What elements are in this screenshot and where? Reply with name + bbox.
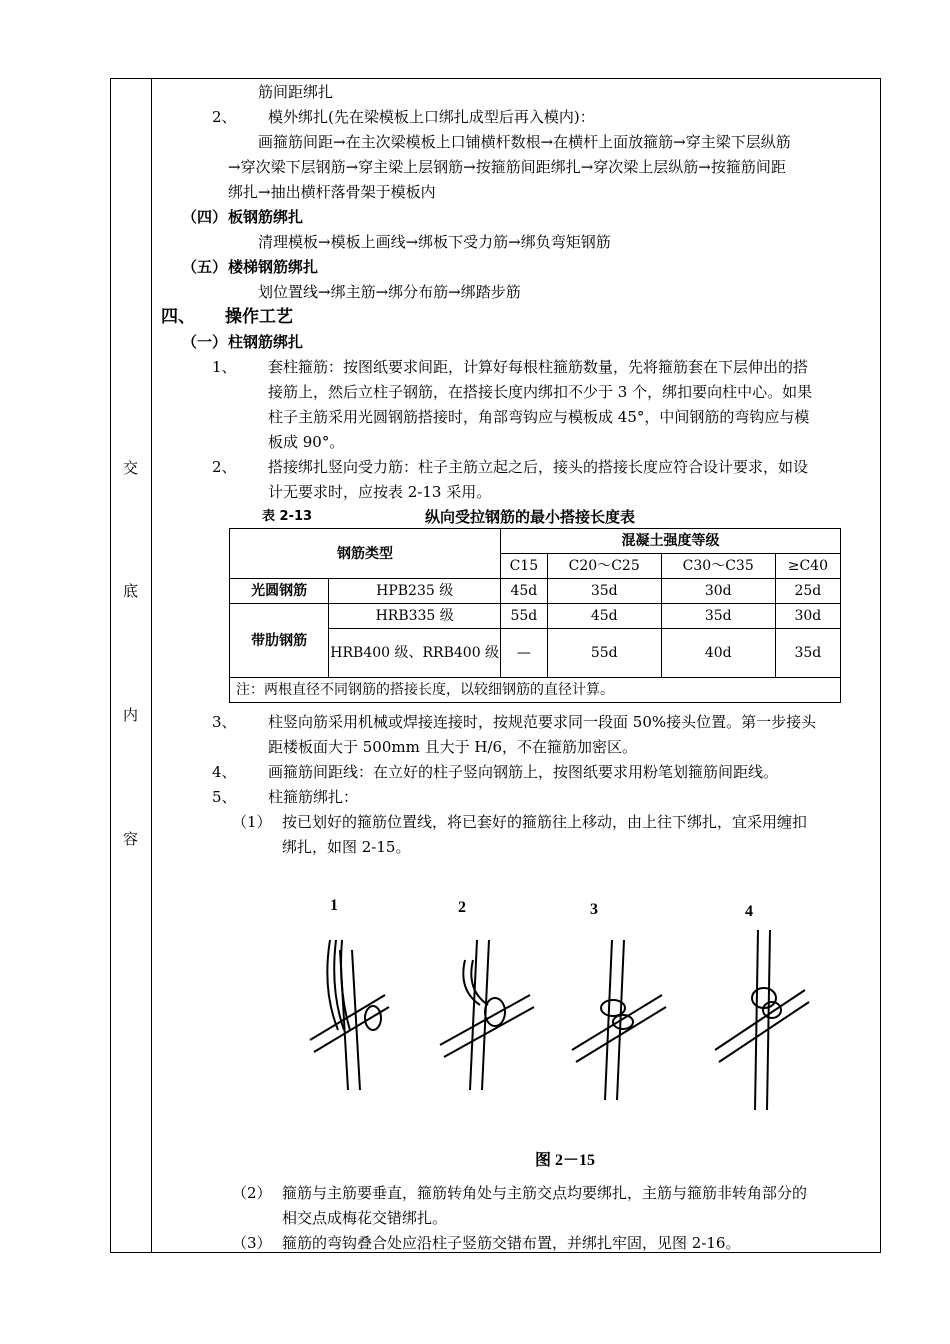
value-cell: 35d [547,579,661,604]
header-rebar-type: 钢筋类型 [230,529,501,579]
text-line: 距楼板面大于 500mm 且大于 H/6，不在箍筋加密区。 [268,738,638,756]
item-number: 2、 [212,458,237,476]
tie-step-2-drawing [440,940,534,1090]
grade-cell: C30～C35 [661,554,775,579]
value-cell: 30d [661,579,775,604]
table-title: 纵向受拉钢筋的最小搭接长度表 [425,508,636,526]
value-cell: 40d [661,629,775,678]
value-cell: 35d [661,604,775,629]
text-line: 柱子主筋采用光圆钢筋搭接时，角部弯钩应与模板成 45°，中间钢筋的弯钩应与模 [268,408,810,426]
item-number: 5、 [212,788,237,806]
text-line: 按已划好的箍筋位置线，将已套好的箍筋往上移动，由上往下绑扎，宜采用缠扣 [282,813,808,831]
text-line: 箍筋的弯钩叠合处应沿柱子竖筋交错布置，并绑扎牢固，见图 2-16。 [282,1234,741,1252]
value-cell: 55d [547,629,661,678]
section-title: 柱钢筋绑扎 [228,333,304,351]
text-line: 模外绑扎(先在梁模板上口绑扎成型后再入模内)： [268,108,595,126]
text-line: 绑扎→抽出横杆落骨架于模板内 [228,183,436,201]
section-number: （五） [182,258,228,276]
grade-cell: ≥C40 [775,554,840,579]
section-title: 楼梯钢筋绑扎 [228,258,319,276]
value-cell: 25d [775,579,840,604]
tie-label-4: 4 [745,903,753,920]
side-label-3: 内 [122,706,138,724]
text-line: 柱竖向筋采用机械或焊接连接时，按规范要求同一段面 50%接头位置。第一步接头 [268,713,817,731]
value-cell: 55d [501,604,548,629]
side-label-2: 底 [122,582,138,600]
grade-cell: C15 [501,554,548,579]
chapter-number: 四、 [161,307,195,327]
text-line: 筋间距绑扎 [258,83,334,101]
text-line: 接筋上，然后立柱子钢筋，在搭接长度内绑扣不少于 3 个，绑扣要向柱中心。如果 [268,383,813,401]
tie-label-3: 3 [590,901,598,918]
rebar-kind: HRB400 级、RRB400 级 [329,629,501,678]
text-line: 箍筋与主筋要垂直，箍筋转角处与主筋交点均要绑扎，主筋与箍筋非转角部分的 [282,1184,808,1202]
table-row [230,604,841,629]
figure-caption: 图 2－15 [535,1152,596,1169]
text-line: 板成 90°。 [268,433,345,451]
text-line: 绑扎，如图 2-15。 [282,838,411,856]
text-line: 搭接绑扎竖向受力筋：柱子主筋立起之后，接头的搭接长度应符合设计要求，如设 [268,458,809,476]
group-label: 带肋钢筋 [230,604,329,678]
item-number: （1） [232,813,272,831]
grade-cell: C20～C25 [547,554,661,579]
text-line: 计无要求时，应按表 2-13 采用。 [268,483,492,501]
column-divider [151,78,152,1253]
side-label-1: 交 [122,459,138,477]
text-line: 画箍筋间距→在主次梁模板上口铺横杆数根→在横杆上面放箍筋→穿主梁下层纵筋 [258,133,791,151]
item-number: 1、 [212,358,237,376]
section-number: （一） [182,333,228,351]
item-number: 3、 [212,713,237,731]
text-line: 划位置线→绑主筋→绑分布筋→绑踏步筋 [258,283,521,301]
value-cell: 45d [547,604,661,629]
tie-label-2: 2 [458,899,466,916]
text-line: →穿次梁下层钢筋→穿主梁上层钢筋→按箍筋间距绑扎→穿次梁上层纵筋→按箍筋间距 [228,158,786,176]
rebar-kind: HRB335 级 [329,604,501,629]
tie-step-4-drawing [715,930,809,1110]
rebar-kind: HPB235 级 [329,579,501,604]
item-number: 4、 [212,763,237,781]
value-cell: 35d [775,629,840,678]
section-number: （四） [182,208,228,226]
value-cell: 30d [775,604,840,629]
tie-label-1: 1 [330,897,338,914]
text-line: 柱箍筋绑扎： [268,788,359,806]
text-line: 清理模板→模板上画线→绑板下受力筋→绑负弯矩钢筋 [258,233,611,251]
figure-2-15 [290,880,880,1180]
section-title: 板钢筋绑扎 [228,208,304,226]
side-label-4: 容 [122,830,138,848]
chapter-title: 操作工艺 [225,307,293,327]
text-line: 相交点成梅花交错绑扎。 [282,1209,448,1227]
value-cell: 45d [501,579,548,604]
header-concrete-grade: 混凝土强度等级 [501,529,841,554]
lap-length-table [229,528,841,703]
value-cell: — [501,629,548,678]
tie-step-3-drawing [572,940,666,1100]
item-number: （3） [232,1234,272,1252]
table-row [230,579,841,604]
tie-step-1-drawing [310,940,389,1090]
table-note: 注：两根直径不同钢筋的搭接长度，以较细钢筋的直径计算。 [230,678,841,703]
table-number: 表 2-13 [262,509,313,524]
text-line: 套柱箍筋：按图纸要求间距，计算好每根柱箍筋数量，先将箍筋套在下层伸出的搭 [268,358,809,376]
item-number: 2、 [212,108,237,126]
group-label: 光圆钢筋 [230,579,329,604]
item-number: （2） [232,1184,272,1202]
text-line: 画箍筋间距线：在立好的柱子竖向钢筋上，按图纸要求用粉笔划箍筋间距线。 [268,763,779,781]
